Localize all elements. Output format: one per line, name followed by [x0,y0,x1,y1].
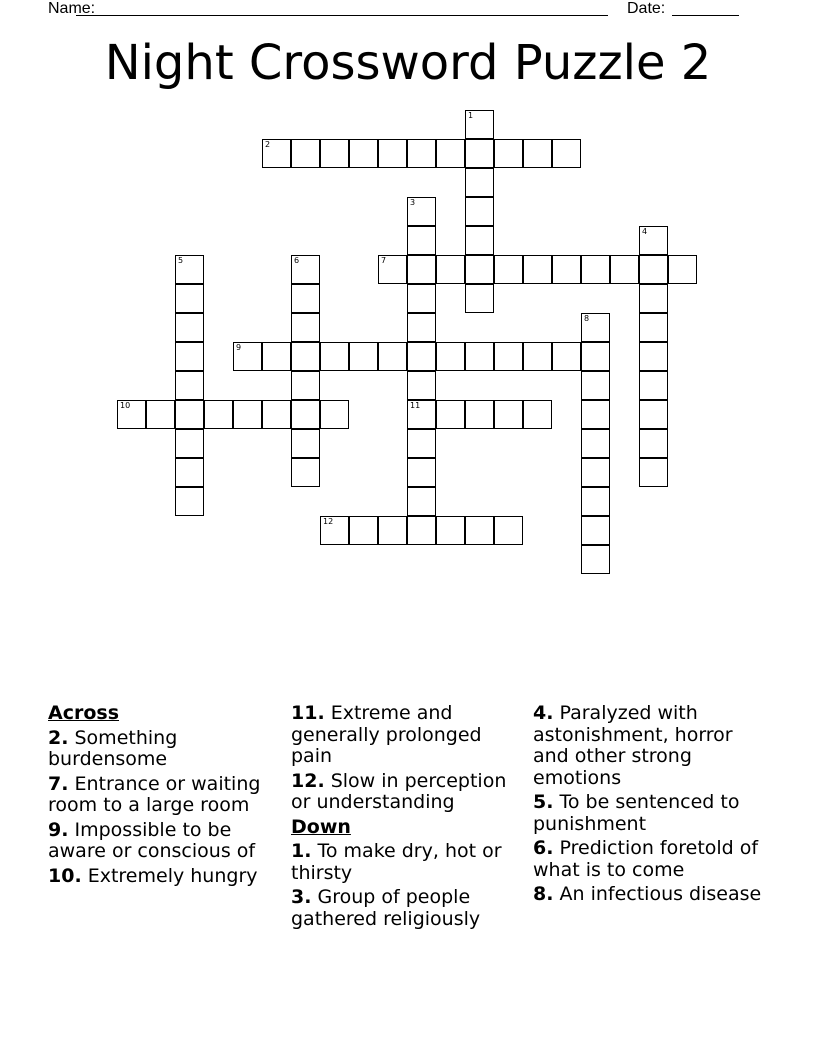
grid-cell[interactable] [349,342,378,371]
grid-cell[interactable] [610,255,639,284]
cell-number: 9 [236,343,242,352]
cell-number: 6 [294,256,300,265]
grid-cell[interactable] [639,226,668,255]
grid-cell[interactable] [436,255,465,284]
clues-column-3 [533,703,768,909]
clues-column-1 [48,703,283,890]
grid-cell[interactable] [639,371,668,400]
grid-cell[interactable] [291,313,320,342]
grid-cell[interactable] [581,313,610,342]
grid-cell[interactable] [146,400,175,429]
grid-cell[interactable] [436,516,465,545]
grid-cell[interactable] [378,139,407,168]
grid-cell[interactable] [436,139,465,168]
grid-cell[interactable] [581,458,610,487]
grid-cell[interactable] [233,400,262,429]
grid-cell[interactable] [407,197,436,226]
name-label: Name: [48,0,96,17]
clue-down-4: 4. Paralyzed with astonishment, horror and other strong emotions [533,702,733,789]
grid-cell[interactable] [465,168,494,197]
grid-cell[interactable] [407,255,436,284]
grid-cell[interactable] [291,342,320,371]
grid-cell[interactable] [639,458,668,487]
cell-number: 1 [468,111,474,120]
grid-cell[interactable] [291,400,320,429]
cell-number: 12 [323,517,334,526]
grid-cell[interactable] [291,371,320,400]
grid-cell[interactable] [407,313,436,342]
grid-cell[interactable] [320,516,349,545]
grid-cell[interactable] [378,342,407,371]
grid-cell[interactable] [639,400,668,429]
grid-cell[interactable] [581,487,610,516]
grid-cell[interactable] [494,255,523,284]
grid-cell[interactable] [523,342,552,371]
clue-across-11: 11. Extreme and generally prolonged pain [291,702,482,767]
cell-number: 3 [410,198,416,207]
grid-cell[interactable] [407,139,436,168]
clue-down-1: 1. To make dry, hot or thirsty [291,840,502,884]
grid-cell[interactable] [494,139,523,168]
grid-cell[interactable] [320,139,349,168]
across-heading: Across [48,702,120,724]
grid-cell[interactable] [639,429,668,458]
grid-cell[interactable] [291,458,320,487]
clue-across-10: 10. Extremely hungry [48,864,258,887]
cell-number: 2 [265,140,271,149]
grid-cell[interactable] [581,371,610,400]
grid-cell[interactable] [378,516,407,545]
grid-cell[interactable] [465,197,494,226]
cell-number: 10 [120,401,131,410]
grid-cell[interactable] [639,255,668,284]
grid-cell[interactable] [175,284,204,313]
grid-cell[interactable] [639,313,668,342]
grid-cell[interactable] [581,255,610,284]
grid-cell[interactable] [175,255,204,284]
grid-cell[interactable] [465,516,494,545]
grid-cell[interactable] [436,342,465,371]
grid-cell[interactable] [233,342,262,371]
grid-cell[interactable] [581,342,610,371]
cell-number: 5 [178,256,184,265]
down-heading: Down [291,815,351,838]
clue-down-5: 5. To be sentenced to punishment [533,791,740,835]
clue-across-12: 12. Slow in perception or understanding [291,769,507,813]
cell-number: 11 [410,401,421,410]
grid-cell[interactable] [407,342,436,371]
clues-column-2 [291,703,526,933]
clue-across-2: 2. Something burdensome [48,726,178,770]
grid-cell[interactable] [552,255,581,284]
grid-cell[interactable] [407,487,436,516]
grid-cell[interactable] [291,429,320,458]
grid-cell[interactable] [262,139,291,168]
grid-cell[interactable] [581,545,610,574]
grid-cell[interactable] [465,110,494,139]
grid-cell[interactable] [668,255,697,284]
clue-down-3: 3. Group of people gathered religiously [291,886,481,930]
grid-cell[interactable] [523,255,552,284]
grid-cell[interactable] [407,458,436,487]
grid-cell[interactable] [175,313,204,342]
grid-cell[interactable] [291,255,320,284]
grid-cell[interactable] [494,342,523,371]
grid-cell[interactable] [465,255,494,284]
grid-cell[interactable] [407,516,436,545]
grid-cell[interactable] [465,139,494,168]
clue-across-7: 7. Entrance or waiting room to a large room [48,772,261,816]
grid-cell[interactable] [436,400,465,429]
grid-cell[interactable] [175,458,204,487]
clue-down-8: 8. An infectious disease [533,883,762,905]
grid-cell[interactable] [407,371,436,400]
grid-cell[interactable] [494,400,523,429]
cell-number: 4 [642,227,648,236]
grid-cell[interactable] [552,342,581,371]
grid-cell[interactable] [291,139,320,168]
grid-cell[interactable] [204,400,233,429]
cell-number: 7 [381,256,387,265]
grid-cell[interactable] [523,139,552,168]
grid-cell[interactable] [175,342,204,371]
grid-cell[interactable] [320,400,349,429]
grid-cell[interactable] [639,342,668,371]
grid-cell[interactable] [349,516,378,545]
clue-across-9: 9. Impossible to be aware or conscious of [48,818,256,862]
grid-cell[interactable] [320,342,349,371]
grid-cell[interactable] [523,400,552,429]
puzzle-title: Night Crossword Puzzle 2 [104,35,712,91]
grid-cell[interactable] [581,516,610,545]
grid-cell[interactable] [407,429,436,458]
grid-cell[interactable] [175,400,204,429]
grid-cell[interactable] [407,400,436,429]
grid-cell[interactable] [581,400,610,429]
grid-cell[interactable] [378,255,407,284]
grid-cell[interactable] [465,400,494,429]
grid-cell[interactable] [552,139,581,168]
grid-cell[interactable] [407,284,436,313]
grid-cell[interactable] [465,342,494,371]
grid-cell[interactable] [465,226,494,255]
grid-cell[interactable] [117,400,146,429]
grid-cell[interactable] [494,516,523,545]
grid-cell[interactable] [407,226,436,255]
grid-cell[interactable] [581,429,610,458]
grid-cell[interactable] [262,400,291,429]
date-label: Date: [627,0,666,17]
grid-cell[interactable] [175,371,204,400]
grid-cell[interactable] [349,139,378,168]
grid-cell[interactable] [639,284,668,313]
grid-cell[interactable] [175,487,204,516]
grid-cell[interactable] [465,284,494,313]
clue-down-6: 6. Prediction foretold of what is to come [533,837,759,881]
grid-cell[interactable] [262,342,291,371]
cell-number: 8 [584,314,590,323]
grid-cell[interactable] [175,429,204,458]
grid-cell[interactable] [291,284,320,313]
